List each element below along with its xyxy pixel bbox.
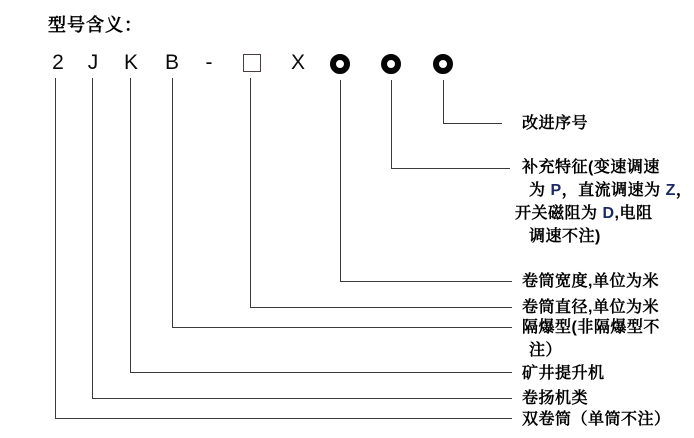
page-title: 型号含义： bbox=[48, 15, 143, 35]
placeholder-circle-icon bbox=[381, 54, 401, 74]
label-letter-z: Z bbox=[665, 182, 676, 199]
placeholder-circle-icon bbox=[433, 54, 453, 74]
label-supplementary-line1: 补充特征(变速调速 bbox=[522, 159, 660, 176]
label-text: 开关磁阻为 bbox=[515, 205, 603, 222]
connector-double-drum-hline bbox=[55, 418, 512, 420]
label-improvement: 改进序号 bbox=[522, 115, 589, 132]
code-char-2: 2 bbox=[52, 51, 64, 74]
label-explosion-line2: 注） bbox=[529, 342, 563, 359]
label-text: ,电阻 bbox=[614, 205, 653, 222]
label-letter-d: D bbox=[602, 205, 615, 222]
label-supplementary-line2 bbox=[522, 179, 692, 202]
connector-circle1-vline bbox=[340, 80, 342, 282]
connector-drum-width-hline bbox=[340, 281, 512, 283]
code-char-b: B bbox=[164, 51, 180, 74]
label-drum-width: 卷筒宽度,单位为米 bbox=[522, 273, 659, 290]
connector-improvement-hline bbox=[443, 123, 502, 125]
label-drum-diameter: 卷筒直径,单位为米 bbox=[522, 299, 659, 316]
connector-b-vline bbox=[172, 78, 174, 328]
label-mine-hoist: 矿井提升机 bbox=[522, 365, 605, 382]
code-dash: - bbox=[205, 51, 213, 74]
connector-k-vline bbox=[130, 78, 132, 373]
connector-2-vline bbox=[55, 78, 57, 419]
connector-supplementary-hline bbox=[391, 168, 510, 170]
connector-mine-hoist-hline bbox=[130, 372, 512, 374]
code-char-j: J bbox=[87, 51, 99, 74]
label-supplementary-line4: 调速不注) bbox=[529, 228, 601, 245]
label-text: ， bbox=[675, 182, 693, 199]
label-supplementary-line3 bbox=[515, 202, 692, 225]
connector-explosion-hline bbox=[172, 327, 512, 329]
connector-square-vline bbox=[250, 78, 252, 308]
connector-drum-diameter-hline bbox=[250, 307, 512, 309]
label-text: 为 bbox=[529, 182, 551, 199]
connector-j-vline bbox=[92, 78, 94, 399]
placeholder-square-icon bbox=[243, 54, 261, 72]
label-supplementary bbox=[515, 156, 693, 248]
label-double-drum: 双卷筒（单筒不注） bbox=[522, 411, 671, 428]
placeholder-circle-icon bbox=[330, 54, 350, 74]
label-winch-class: 卷扬机类 bbox=[522, 390, 589, 407]
code-char-k: K bbox=[123, 51, 139, 74]
label-explosion-proof bbox=[522, 316, 660, 362]
connector-circle3-vline bbox=[443, 80, 445, 124]
label-explosion-line1: 隔爆型(非隔爆型不 bbox=[522, 319, 660, 336]
label-text: ，直流调速为 bbox=[561, 182, 666, 199]
connector-winch-hline bbox=[92, 398, 512, 400]
code-char-x: X bbox=[290, 51, 306, 74]
connector-circle2-vline bbox=[391, 80, 393, 169]
label-letter-p: P bbox=[550, 182, 562, 199]
